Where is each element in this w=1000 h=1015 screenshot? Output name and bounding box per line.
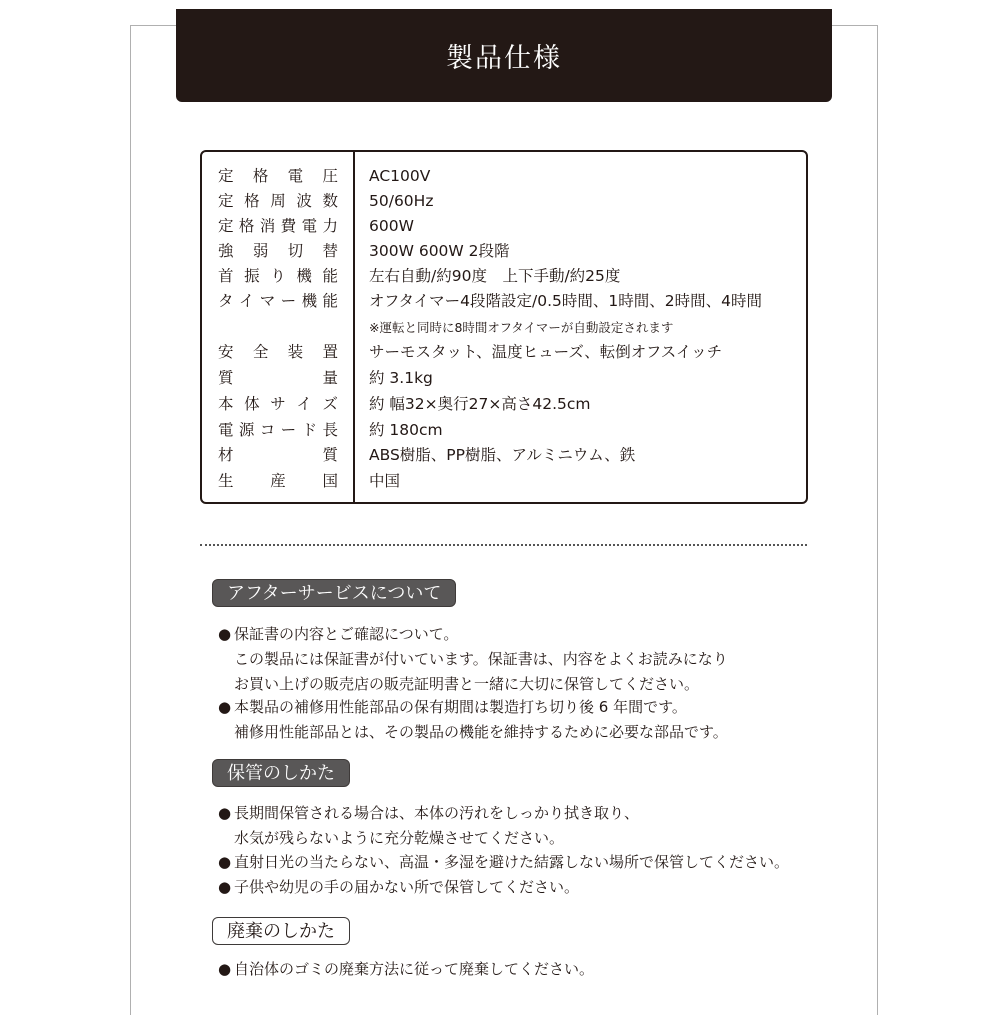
disposal-item-1: ● 自治体のゴミの廃棄方法に従って廃棄してください。 xyxy=(218,957,594,982)
spec-row xyxy=(202,164,806,189)
spec-value: オフタイマー4段階設定/0.5時間、1時間、2時間、4時間 xyxy=(369,292,762,310)
spec-label: 定 格 周 波 数 xyxy=(218,192,338,210)
spec-value: サーモスタット、温度ヒューズ、転倒オフスイッチ xyxy=(369,343,723,361)
spec-label: 強 弱 切 替 xyxy=(218,242,338,260)
spec-label: 生 産 国 xyxy=(218,472,338,490)
spec-row xyxy=(202,366,806,391)
spec-row xyxy=(202,315,806,340)
bullet-icon: ● xyxy=(218,878,232,896)
spec-label: タ イ マ ー 機 能 xyxy=(218,292,338,310)
spec-value: 600W xyxy=(369,217,414,235)
spec-row xyxy=(202,239,806,264)
bullet-icon: ● xyxy=(218,698,232,716)
dotted-divider xyxy=(200,544,807,546)
section-title-after-service: アフターサービスについて xyxy=(212,579,456,607)
spec-value: ABS樹脂、PP樹脂、アルミニウム、鉄 xyxy=(369,446,636,464)
section-title-storage: 保管のしかた xyxy=(212,759,350,787)
spec-value: 約 180cm xyxy=(369,421,443,439)
spec-label: 質 量 xyxy=(218,369,338,387)
bullet-icon: ● xyxy=(218,804,232,822)
spec-value: 約 幅32×奥行27×高さ42.5cm xyxy=(369,395,591,413)
storage-item-2: ● 直射日光の当たらない、高温・多湿を避けた結露しない場所で保管してください。 xyxy=(218,850,789,875)
spec-value: 50/60Hz xyxy=(369,192,434,210)
spec-value: 中国 xyxy=(369,472,401,490)
spec-row xyxy=(202,189,806,214)
spec-value: AC100V xyxy=(369,167,431,185)
spec-label: 定 格 消 費 電 力 xyxy=(218,217,338,235)
spec-label: 材 質 xyxy=(218,446,338,464)
spec-note: ※運転と同時に8時間オフタイマーが自動設定されます xyxy=(369,320,674,335)
spec-value: 約 3.1kg xyxy=(369,369,433,387)
spec-label: 安 全 装 置 xyxy=(218,343,338,361)
spec-value: 300W 600W 2段階 xyxy=(369,242,510,260)
spec-row xyxy=(202,340,806,365)
spec-row xyxy=(202,469,806,494)
spec-row xyxy=(202,392,806,417)
spec-row xyxy=(202,214,806,239)
spec-label: 定 格 電 圧 xyxy=(218,167,338,185)
spec-row xyxy=(202,264,806,289)
spec-label: 電 源 コ ー ド 長 xyxy=(218,421,338,439)
section-title-disposal: 廃棄のしかた xyxy=(212,917,350,945)
storage-item-1: ● 長期間保管される場合は、本体の汚れをしっかり拭き取り、 水気が残らないように充分乾燥させてください。 xyxy=(218,801,639,851)
spec-value: 左右自動/約90度 上下手動/約25度 xyxy=(369,267,621,285)
spec-table xyxy=(200,150,808,504)
spec-label: 首 振 り 機 能 xyxy=(218,267,338,285)
bullet-icon: ● xyxy=(218,960,232,978)
storage-item-3: ● 子供や幼児の手の届かない所で保管してください。 xyxy=(218,875,579,900)
bullet-icon: ● xyxy=(218,853,232,871)
spec-label: 本 体 サ イ ズ xyxy=(218,395,338,413)
spec-row xyxy=(202,418,806,443)
after-service-item-1: ● 保証書の内容とご確認について。 この製品には保証書が付いています。保証書は、内容をよくお読みになり お買い上げの販売店の販売証明書と一緒に大切に保管してください。 xyxy=(218,622,728,697)
spec-row xyxy=(202,443,806,468)
after-service-item-2: ● 本製品の補修用性能部品の保有期間は製造打ち切り後 6 年間です。 補修用性能部品とは、その製品の機能を維持するために必要な部品です。 xyxy=(218,695,728,745)
bullet-icon: ● xyxy=(218,625,232,643)
spec-row xyxy=(202,289,806,314)
page-title: 製品仕様 xyxy=(446,43,562,74)
header-bar xyxy=(176,9,832,102)
